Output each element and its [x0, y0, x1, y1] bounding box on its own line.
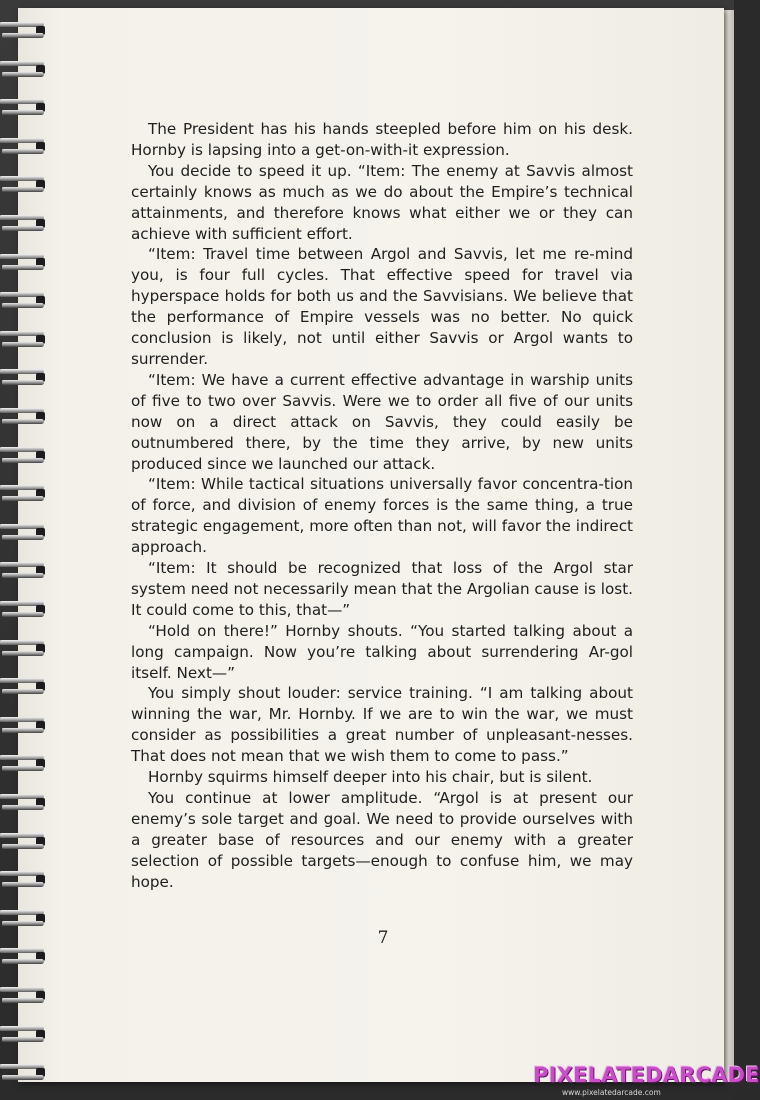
spiral-ring [0, 252, 48, 274]
spiral-ring [0, 445, 48, 467]
spiral-ring [0, 213, 48, 235]
watermark-logo: PIXELATEDARCADE [533, 1063, 760, 1087]
spiral-ring [0, 946, 48, 968]
spiral-ring [0, 367, 48, 389]
paragraph: “Item: We have a current effective advantage in warship units of five to two over Savvis. Were we to order all five of our units now on a direct attack on Savvis, they could easily be outnumbered there, by the time they arrive, by new units produced since we launched our attack. [131, 370, 633, 473]
spiral-ring [0, 560, 48, 582]
body-text [131, 119, 633, 893]
spiral-ring [0, 638, 48, 660]
spiral-ring [0, 869, 48, 891]
spiral-ring [0, 329, 48, 351]
paragraph: “Item: While tactical situations universally favor concentra-tion of force, and division of enemy forces is the same thing, a true strategic engagement, more often than not, will favor the indirect approach. [131, 475, 633, 557]
spiral-ring [0, 1062, 48, 1084]
spiral-ring [0, 676, 48, 698]
page-number: 7 [377, 928, 389, 948]
paragraph: “Item: It should be recognized that loss of the Argol star system need not necessarily mean that the Argolian cause is lost. It could come to this, that—” [131, 559, 633, 619]
spiral-ring [0, 831, 48, 853]
paragraph: “Item: Travel time between Argol and Savvis, let me re-mind you, is four full cycles. That effective speed for travel via hyperspace holds for both us and the Savvisians. We believe that the performance of Empire vessels was no better. No quick conclusion is likely, not until either Savvis or Argol wants to surrender. [131, 245, 633, 368]
spiral-ring [0, 1024, 48, 1046]
paragraph: “Hold on there!” Hornby shouts. “You started talking about a long campaign. Now you’re talking about surrendering Ar-gol itself. Next—” [131, 621, 633, 682]
spiral-ring [0, 792, 48, 814]
spiral-ring [0, 406, 48, 428]
spiral-binding [0, 20, 52, 1080]
spiral-ring [0, 97, 48, 119]
paragraph: Hornby squirms himself deeper into his chair, but is silent. [148, 768, 593, 787]
spiral-ring [0, 59, 48, 81]
spiral-ring [0, 908, 48, 930]
watermark-url: www.pixelatedarcade.com [562, 1088, 661, 1097]
spiral-ring [0, 599, 48, 621]
page-stack-edge [724, 10, 734, 1082]
spiral-ring [0, 483, 48, 505]
spiral-ring [0, 174, 48, 196]
spiral-ring [0, 715, 48, 737]
spiral-ring [0, 522, 48, 544]
paragraph: You simply shout louder: service training. “I am talking about winning the war, Mr. Hornby. If we are to win the war, we must consider as possibilities a great number of unpleasant-nesses. That does not mean that we wish them to come to pass.” [131, 684, 633, 766]
spiral-ring [0, 753, 48, 775]
paragraph: The President has his hands steepled before him on his desk. Hornby is lapsing into a get-on-with-it expression. [131, 120, 633, 159]
spiral-ring [0, 20, 48, 42]
spiral-ring [0, 985, 48, 1007]
spiral-ring [0, 136, 48, 158]
paragraph: You continue at lower amplitude. “Argol is at present our enemy’s sole target and goal. We need to provide ourselves with a greater base of resources and our enemy with a greater selection of possible targets—enough to confuse him, we may hope. [131, 789, 633, 891]
paragraph: You decide to speed it up. “Item: The enemy at Savvis almost certainly knows as much as we do about the Empire’s technical attainments, and therefore knows what either we or they can achieve with sufficient effort. [131, 161, 633, 243]
spiral-ring [0, 290, 48, 312]
